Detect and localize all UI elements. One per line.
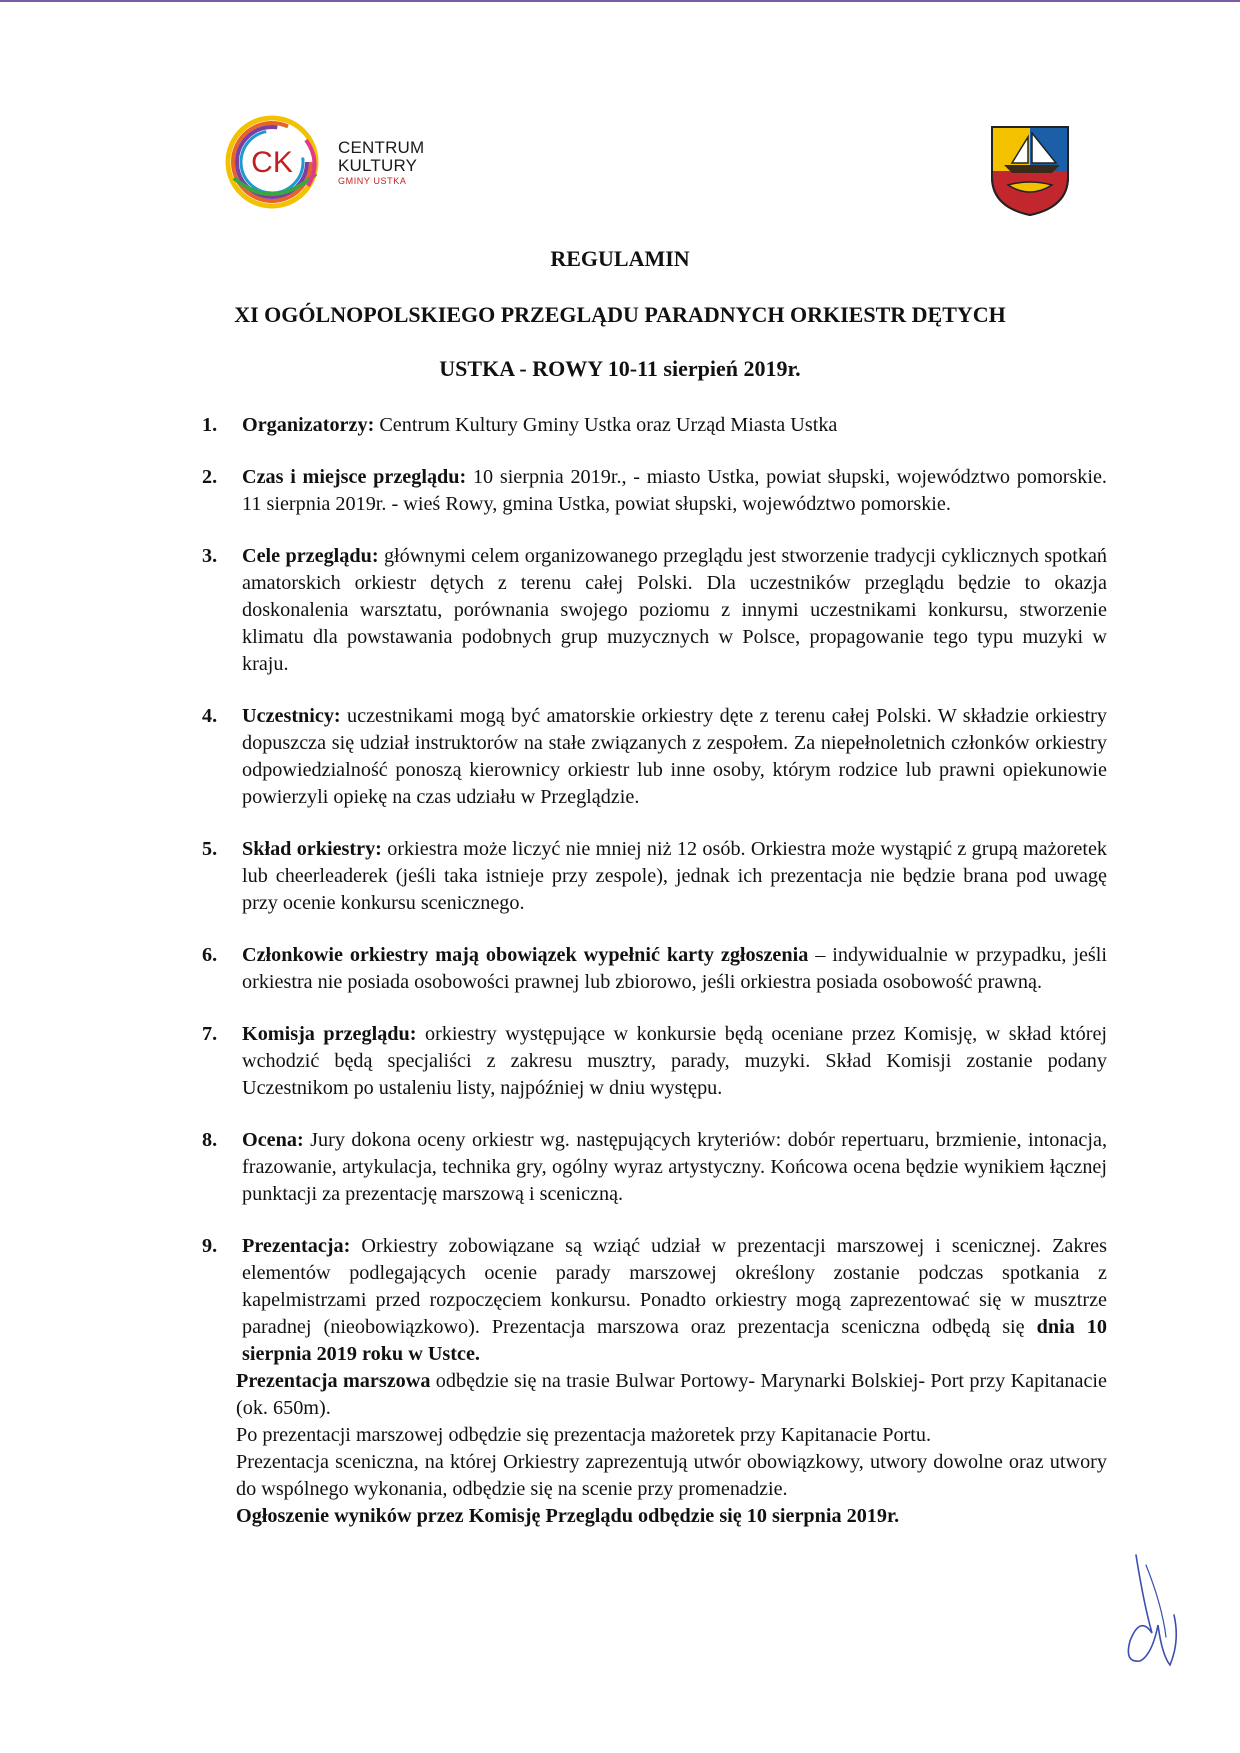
item-number: 6. — [202, 944, 218, 966]
item-paragraph — [236, 1503, 1107, 1530]
majorettes-text: Po prezentacji marszowej odbędzie się prezentacja mażoretek przy Kapitanacie Portu. — [236, 1424, 932, 1446]
centrum-kultury-logo — [222, 112, 462, 212]
item-label: Organizatorzy: — [242, 414, 375, 436]
item-label: Uczestnicy: — [242, 705, 341, 727]
item-label: Cele przeglądu: — [242, 545, 379, 567]
item-text: orkiestra może liczyć nie mniej niż 12 osób. Orkiestra może wystąpić z grupą mażoretek lub cheerleaderek (jeśli taka istnieje przy zespole), jednak ich prezentacja nie będzie brana pod uwagę przy ocenie konkursu scenicznego. — [242, 838, 1108, 914]
item-number: 5. — [202, 838, 218, 860]
list-item — [202, 836, 1107, 917]
regulations-list — [202, 412, 1107, 1555]
item-label: Członkowie orkiestry mają obowiązek wypełnić karty zgłoszenia — [242, 944, 809, 966]
logo-line-2: KULTURY — [338, 156, 418, 175]
signature-mark — [1100, 1545, 1200, 1695]
logo-text — [338, 139, 424, 186]
item-number: 9. — [202, 1235, 218, 1257]
item-text: Orkiestry zobowiązane są wziąć udział w prezentacji marszowej i scenicznej. Zakres elementów podlegających ocenie parady marszowej określony zostanie podczas spotkania z kapelmistrzami przed rozpoczęciem konkursu. Ponadto orkiestry mogą zaprezentować się w musztrze paradnej (nieobowiązkowo). Prezentacja marszowa oraz prezentacja sceniczna odbędą się — [242, 1235, 1107, 1338]
item-number: 2. — [202, 466, 218, 488]
item-number: 3. — [202, 545, 218, 567]
doc-event-date: USTKA - ROWY 10-11 sierpień 2019r. — [439, 356, 801, 381]
top-edge-line — [0, 0, 1240, 2]
item-number: 7. — [202, 1023, 218, 1045]
list-item — [202, 1233, 1107, 1530]
list-item — [202, 412, 1107, 439]
logo-line-3: GMINY USTKA — [338, 176, 407, 186]
list-item — [202, 1021, 1107, 1102]
item-text: uczestnikami mogą być amatorskie orkiestry dęte z terenu całej Polski. W składzie orkiestry dopuszcza się udział instruktorów na stałe związanych z zespołem. Za niepełnoletnich członków orkiestry odpowiedzialność ponoszą kierownicy orkiestr lub inne osoby, którym rodzice lub prawni opiekunowie powierzyli opiekę na czas udziału w Przeglądzie. — [242, 705, 1107, 808]
item-label: Skład orkiestry: — [242, 838, 382, 860]
item-number: 8. — [202, 1129, 218, 1151]
item-number: 1. — [202, 414, 218, 436]
marching-presentation-label: Prezentacja marszowa — [236, 1370, 431, 1392]
item-text: głównymi celem organizowanego przeglądu jest stworzenie tradycji cyklicznych spotkań amatorskich orkiestr dętych z terenu całej Polski. Dla uczestników przeglądu będzie to okazja doskonalenia warsztatu, porównania swojego poziomu z innymi uczestnikami konkursu, stworzenie klimatu dla powstawania podobnych grup muzycznych w Polsce, propagowanie tego typu muzyki w kraju. — [242, 545, 1108, 675]
item-text: – indywidualnie w przypadku, jeśli orkiestra nie posiada osobowości prawnej lub zbiorowo, jeśli orkiestra posiada osobowość prawną. — [242, 944, 1107, 993]
item-text-bold: dnia 10 sierpnia 2019 roku w Ustce. — [242, 1316, 1107, 1365]
coat-of-arms-icon — [990, 125, 1070, 217]
item-text: orkiestry występujące w konkursie będą oceniane przez Komisję, w skład której wchodzić będą specjaliści z zakresu musztry, parady, muzyki. Skład Komisji zostanie podany Uczestnikom po ustaleniu listy, najpóźniej w dniu występu. — [242, 1023, 1108, 1099]
marching-presentation-text: odbędzie się na trasie Bulwar Portowy- Marynarki Bolskiej- Port przy Kapitanacie (ok. 650m). — [236, 1370, 1107, 1419]
item-text: Jury dokona oceny orkiestr wg. następujących kryteriów: dobór repertuaru, brzmienie, intonacja, frazowanie, artykulacja, technika gry, ogólny wyraz artystyczny. Końcowa ocena będzie wynikiem łącznej punktacji za prezentację marszową i sceniczną. — [242, 1129, 1108, 1205]
list-item — [202, 942, 1107, 996]
logo-line-1: CENTRUM — [338, 138, 425, 157]
item-label: Ocena: — [242, 1129, 304, 1151]
item-number: 4. — [202, 705, 218, 727]
item-text: Centrum Kultury Gminy Ustka oraz Urząd Miasta Ustka — [379, 414, 838, 436]
item-label: Czas i miejsce przeglądu: — [242, 466, 467, 488]
stage-presentation-text: Prezentacja sceniczna, na której Orkiestry zaprezentują utwór obowiązkowy, utwory dowolne oraz utwory do wspólnego wykonania, odbędzie się na scenie przy promenadzie. — [236, 1451, 1107, 1500]
item-paragraph — [236, 1368, 1107, 1422]
results-announcement: Ogłoszenie wyników przez Komisję Przeglądu odbędzie się 10 sierpnia 2019r. — [236, 1505, 900, 1527]
item-paragraph — [236, 1449, 1107, 1503]
item-text: 10 sierpnia 2019r., - miasto Ustka, powiat słupski, województwo pomorskie. 11 sierpnia 2019r. - wieś Rowy, gmina Ustka, powiat słupski, województwo pomorskie. — [242, 466, 1107, 515]
ck-logo-icon — [222, 112, 332, 212]
doc-title: REGULAMIN — [550, 246, 690, 271]
list-item — [202, 703, 1107, 811]
list-item — [202, 1127, 1107, 1208]
doc-subtitle: XI OGÓLNOPOLSKIEGO PRZEGLĄDU PARADNYCH ORKIESTR DĘTYCH — [234, 302, 1006, 327]
item-paragraph — [242, 1233, 1107, 1368]
logo-mark: CK — [251, 146, 293, 179]
item-paragraph — [236, 1422, 1107, 1449]
item-label: Komisja przeglądu: — [242, 1023, 417, 1045]
list-item — [202, 464, 1107, 518]
item-label: Prezentacja: — [242, 1235, 351, 1257]
list-item — [202, 543, 1107, 678]
